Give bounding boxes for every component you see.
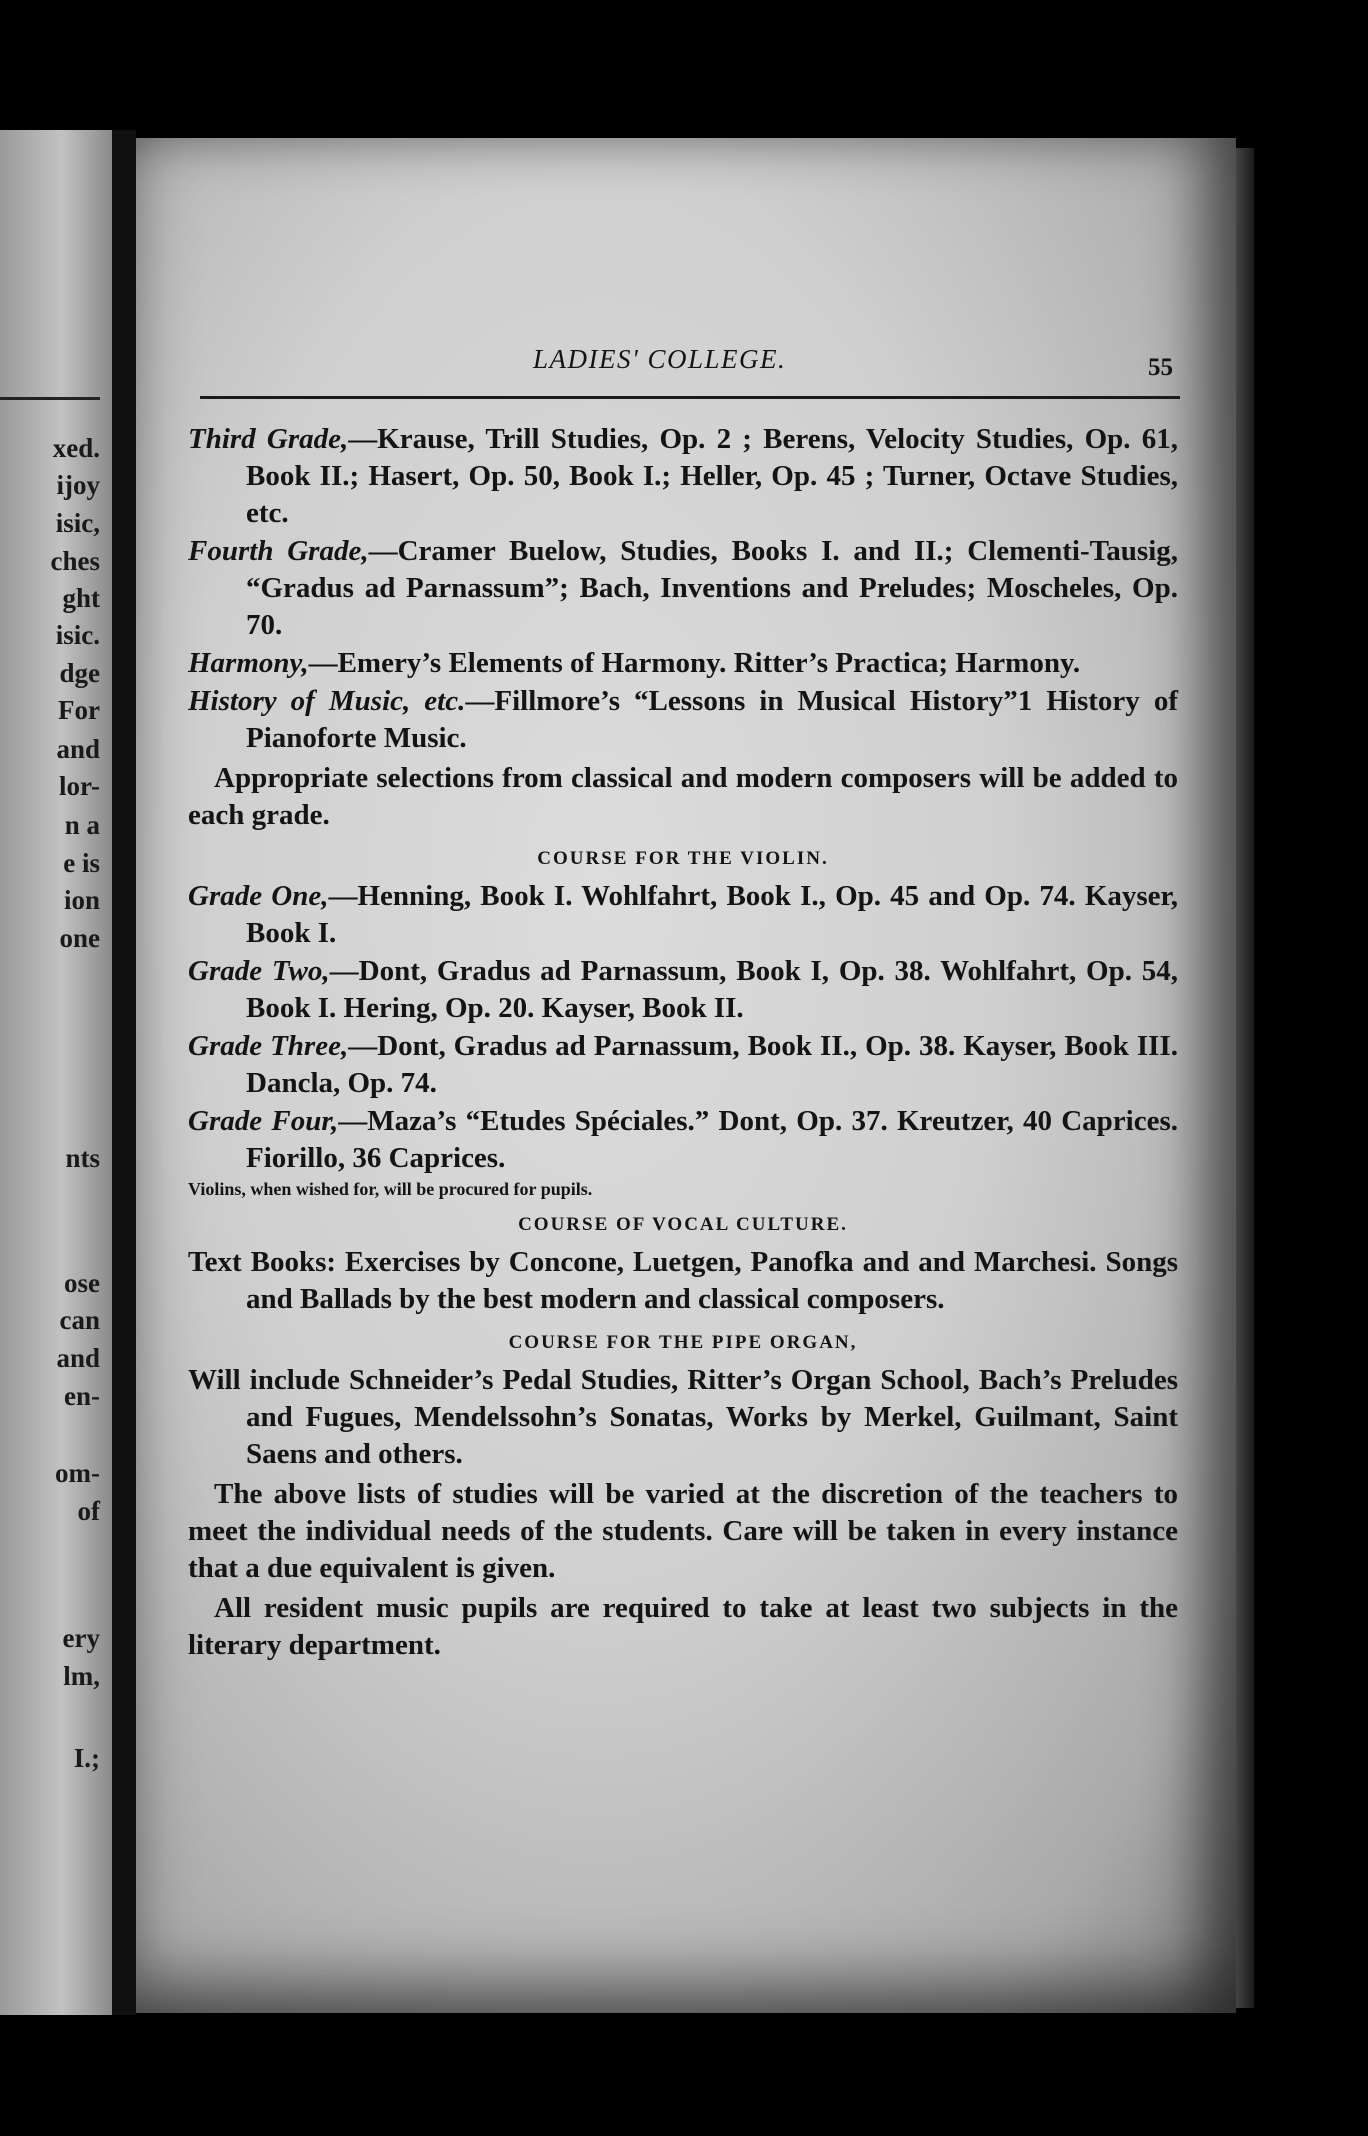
- entry-text: —Fillmore’s “Lessons in Musical History”1 History of Pianoforte Music.: [246, 685, 1178, 754]
- entry-text: —Cramer Buelow, Studies, Books I. and II.; Clementi-Tausig, “Gradus ad Parnassum”; Bach, Inventions and Preludes; Moscheles, Op. 70.: [246, 535, 1178, 641]
- facing-page-fragment: ght: [62, 583, 100, 613]
- vocal-text: Exercises by Concone, Luetgen, Panofka and and Marchesi. Songs and Ballads by the best modern and classical composers.: [246, 1246, 1179, 1315]
- piano-entry: [188, 645, 1178, 682]
- piano-entry: [188, 421, 1178, 532]
- piano-note: Appropriate selections from classical and modern composers will be added to each grade.: [188, 762, 1178, 831]
- facing-page-fragment: lor-: [59, 771, 100, 801]
- facing-page-fragment: of: [77, 1496, 100, 1526]
- violin-entry: [188, 1103, 1178, 1177]
- page-number: 55: [1148, 354, 1173, 381]
- violin-entry: [188, 953, 1178, 1027]
- book-page: [136, 138, 1236, 2013]
- entry-text: —Krause, Trill Studies, Op. 2 ; Berens, Velocity Studies, Op. 61, Book II.; Hasert, Op. 50, Book I.; Heller, Op. 45 ; Turner, Octave Studies, etc.: [246, 423, 1178, 529]
- vocal-entry: [188, 1244, 1178, 1318]
- entry-label: Fourth Grade,: [188, 535, 369, 567]
- facing-page-fragment: one: [59, 923, 100, 953]
- page-shadow-edge: [1236, 148, 1254, 2008]
- running-title: LADIES' COLLEGE.: [533, 344, 787, 374]
- facing-page-fragment: I.;: [73, 1743, 100, 1773]
- entry-text: —Emery’s Elements of Harmony. Ritter’s Practica; Harmony.: [308, 647, 1081, 679]
- facing-page-fragment: lm,: [63, 1661, 100, 1691]
- violin-entry: [188, 1028, 1178, 1102]
- facing-page-fragment: om-: [55, 1458, 100, 1488]
- facing-page-fragment: ches: [50, 546, 100, 576]
- entry-text: —Henning, Book I. Wohlfahrt, Book I., Op. 45 and Op. 74. Kayser, Book I.: [246, 880, 1179, 949]
- closing-paragraph: The above lists of studies will be varied at the discretion of the teachers to meet the individual needs of the students. Care will be taken in every instance that a due equivalent is given.: [188, 1478, 1178, 1584]
- facing-page-fragment: ion: [63, 885, 100, 915]
- facing-page-fragment: ose: [64, 1268, 100, 1298]
- facing-page-rule: [0, 397, 100, 400]
- facing-page-fragment: For: [58, 695, 100, 725]
- facing-page-fragment: ijoy: [56, 470, 100, 500]
- entry-label: Grade Two,: [188, 955, 330, 987]
- entry-text: —Maza’s “Etudes Spéciales.” Dont, Op. 37. Kreutzer, 40 Caprices. Fiorillo, 36 Caprices.: [246, 1105, 1178, 1174]
- entry-text: —Dont, Gradus ad Parnassum, Book I, Op. 38. Wohlfahrt, Op. 54, Book I. Hering, Op. 20. Kayser, Book II.: [246, 955, 1178, 1024]
- page-header: [188, 344, 1178, 384]
- entry-label: History of Music, etc.: [188, 685, 466, 717]
- body-text: [188, 421, 1178, 1664]
- facing-page-fragment: and: [56, 734, 100, 764]
- facing-page-fragment: dge: [59, 658, 100, 688]
- entry-text: —Dont, Gradus ad Parnassum, Book II., Op. 38. Kayser, Book III. Dancla, Op. 74.: [246, 1030, 1178, 1099]
- facing-page-fragment: n a: [64, 810, 100, 840]
- entry-label: Harmony,: [188, 647, 309, 679]
- violin-heading: COURSE FOR THE VIOLIN.: [537, 848, 829, 869]
- piano-entry: [188, 533, 1178, 644]
- closing-paragraph: All resident music pupils are required to take at least two subjects in the literary department.: [188, 1592, 1178, 1661]
- facing-page-fragment: can: [59, 1305, 100, 1335]
- entry-label: Third Grade,: [188, 423, 349, 455]
- entry-label: Grade One,: [188, 880, 329, 912]
- book-gutter: [112, 130, 136, 2015]
- piano-entry: [188, 683, 1178, 757]
- facing-page-fragment: ery: [62, 1623, 100, 1653]
- entry-label: Grade Four,: [188, 1105, 339, 1137]
- facing-page-fragment: xed.: [52, 433, 100, 463]
- violin-entry: [188, 878, 1178, 952]
- header-rule: [200, 396, 1180, 399]
- violin-entries: [188, 878, 1178, 1177]
- facing-page-fragment: isic.: [55, 620, 100, 650]
- vocal-label: Text Books:: [188, 1246, 337, 1278]
- facing-page-fragment: and: [56, 1343, 100, 1373]
- facing-page-fragment: nts: [65, 1143, 100, 1173]
- facing-page-fragment: isic,: [55, 508, 100, 538]
- violin-note: Violins, when wished for, will be procured for pupils.: [188, 1179, 593, 1199]
- organ-heading: COURSE FOR THE PIPE ORGAN,: [508, 1332, 858, 1353]
- facing-page-fragment: e is: [63, 848, 100, 878]
- organ-entry: Will include Schneider’s Pedal Studies, Ritter’s Organ School, Bach’s Preludes and Fugues, Mendelssohn’s Sonatas, Works by Merkel, Guilmant, Saint Saens and others.: [188, 1364, 1178, 1470]
- entry-label: Grade Three,: [188, 1030, 349, 1062]
- facing-page-fragment: en-: [64, 1381, 100, 1411]
- vocal-heading: COURSE OF VOCAL CULTURE.: [518, 1214, 848, 1235]
- facing-page-edge: [0, 130, 112, 2015]
- piano-entries: [188, 421, 1178, 757]
